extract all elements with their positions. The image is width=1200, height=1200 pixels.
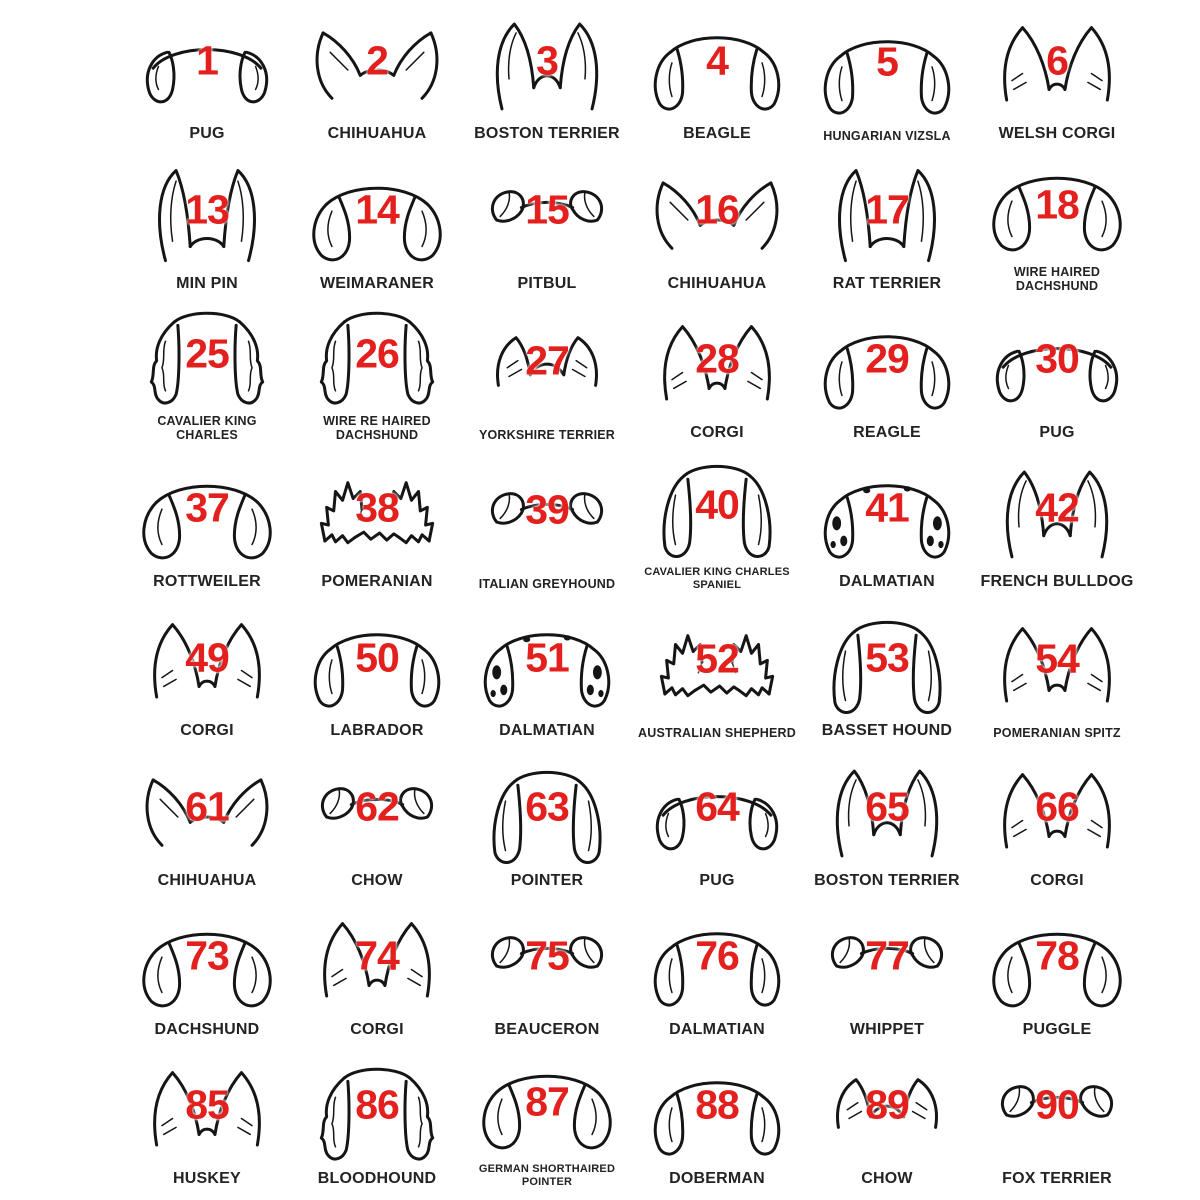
design-number-label: 62 [355, 783, 399, 830]
design-number-label: 18 [1035, 181, 1079, 228]
breed-name-label: PUG [699, 871, 735, 889]
ear-art [465, 5, 629, 123]
ear-design-item [462, 748, 632, 897]
design-number-label: 85 [185, 1081, 229, 1128]
design-number-label: 65 [865, 783, 909, 830]
design-number-label: 74 [355, 932, 399, 979]
breed-name-label: WIRE HAIRED DACHSHUND [1013, 264, 1101, 293]
ear-design-item [462, 1047, 632, 1196]
ear-art [465, 901, 629, 1019]
design-number-label: 28 [695, 335, 739, 382]
ear-design-item [632, 151, 802, 300]
ear-design-item [122, 1047, 292, 1196]
breed-name-label: AUSTRALIAN SHEPHERD [638, 726, 796, 741]
breed-name-label: DACHSHUND [154, 1020, 260, 1038]
design-number-label: 37 [185, 484, 229, 531]
design-number-label: 76 [695, 932, 739, 979]
ear-design-item [462, 2, 632, 151]
ear-art [635, 304, 799, 422]
ear-design-item [122, 450, 292, 599]
ear-art [125, 1050, 289, 1168]
breed-name-label: LABRADOR [330, 722, 424, 740]
design-number-label: 49 [185, 634, 229, 681]
ear-design-item [122, 748, 292, 897]
breed-name-label: CORGI [350, 1020, 404, 1038]
ear-art [805, 602, 969, 720]
design-number-label: 54 [1035, 635, 1079, 682]
ear-art [125, 5, 289, 123]
design-number-label: 16 [695, 186, 739, 233]
ear-design-item [632, 599, 802, 748]
ear-art [975, 602, 1139, 724]
breed-name-label: CHOW [351, 871, 403, 889]
ear-design-item [292, 151, 462, 300]
breed-name-label: DALMATIAN [669, 1020, 765, 1038]
design-number-label: 41 [865, 484, 909, 531]
breed-name-label: DALMATIAN [839, 573, 935, 591]
ear-design-item [972, 748, 1142, 897]
ear-art [125, 602, 289, 720]
breed-name-label: CHIHUAHUA [157, 871, 257, 889]
ear-art [805, 5, 969, 127]
ear-art [295, 304, 459, 412]
ear-art [125, 901, 289, 1019]
design-number-label: 90 [1035, 1081, 1079, 1128]
design-number-label: 2 [366, 37, 388, 84]
breed-name-label: PUGGLE [1022, 1020, 1092, 1038]
ear-design-item [632, 748, 802, 897]
ear-art [805, 304, 969, 422]
breed-name-label: CORGI [1030, 871, 1084, 889]
ear-art [975, 1050, 1139, 1168]
ear-art [635, 901, 799, 1019]
dog-ear-reference-grid [122, 2, 1142, 1196]
ear-art [975, 154, 1139, 262]
ear-art [295, 154, 459, 272]
ear-design-item [802, 301, 972, 450]
ear-design-item [802, 450, 972, 599]
ear-art [635, 154, 799, 272]
ear-art [975, 751, 1139, 869]
ear-design-item [122, 898, 292, 1047]
design-number-label: 29 [865, 335, 909, 382]
ear-design-item [122, 301, 292, 450]
design-number-label: 64 [695, 783, 739, 830]
ear-art [295, 901, 459, 1019]
ear-art [295, 602, 459, 720]
ear-art [805, 901, 969, 1019]
ear-design-item [972, 301, 1142, 450]
ear-art [975, 5, 1139, 123]
breed-name-label: WHIPPET [849, 1020, 925, 1038]
ear-design-item [292, 898, 462, 1047]
breed-name-label: GERMAN SHORTHAIRED POINTER [478, 1163, 616, 1188]
ear-art [465, 304, 629, 426]
design-number-label: 5 [876, 38, 898, 85]
ear-art [125, 154, 289, 272]
ear-design-item [972, 599, 1142, 748]
ear-art [465, 602, 629, 720]
design-number-label: 89 [865, 1081, 909, 1128]
design-number-label: 14 [355, 186, 399, 233]
ear-art [635, 751, 799, 869]
breed-name-label: BEAUCERON [494, 1020, 600, 1038]
ear-art [465, 154, 629, 272]
design-number-label: 75 [525, 932, 569, 979]
ear-design-item [462, 151, 632, 300]
ear-art [465, 1050, 629, 1162]
breed-name-label: POMERANIAN [321, 573, 433, 591]
design-number-label: 4 [706, 37, 728, 84]
design-number-label: 6 [1046, 37, 1068, 84]
ear-design-item [632, 301, 802, 450]
breed-name-label: PITBUL [517, 274, 577, 292]
ear-design-item [632, 1047, 802, 1196]
ear-design-item [292, 301, 462, 450]
breed-name-label: RAT TERRIER [832, 274, 942, 292]
design-number-label: 27 [525, 337, 569, 384]
breed-name-label: CORGI [690, 423, 744, 441]
breed-name-label: WEIMARANER [320, 274, 434, 292]
design-number-label: 78 [1035, 932, 1079, 979]
ear-design-item [802, 2, 972, 151]
ear-design-item [122, 2, 292, 151]
breed-name-label: WELSH CORGI [998, 125, 1116, 143]
ear-design-item [972, 151, 1142, 300]
breed-name-label: MIN PIN [176, 274, 238, 292]
ear-design-item [292, 1047, 462, 1196]
ear-design-item [122, 599, 292, 748]
ear-design-item [122, 151, 292, 300]
breed-name-label: BASSET HOUND [821, 722, 953, 740]
ear-design-item [292, 748, 462, 897]
breed-name-label: DALMATIAN [499, 722, 595, 740]
ear-design-item [462, 301, 632, 450]
ear-art [635, 602, 799, 724]
ear-art [295, 453, 459, 571]
ear-design-item [462, 599, 632, 748]
ear-design-item [462, 898, 632, 1047]
breed-name-label: POMERANIAN SPITZ [993, 726, 1121, 741]
design-number-label: 61 [185, 783, 229, 830]
design-number-label: 87 [525, 1078, 569, 1125]
ear-art [975, 304, 1139, 422]
ear-art [635, 5, 799, 123]
design-number-label: 17 [865, 186, 909, 233]
ear-art [805, 751, 969, 869]
breed-name-label: CHIHUAHUA [667, 274, 767, 292]
ear-design-item [802, 898, 972, 1047]
ear-art [635, 1050, 799, 1168]
breed-name-label: REAGLE [853, 423, 921, 441]
ear-design-item [972, 898, 1142, 1047]
breed-name-label: ITALIAN GREYHOUND [478, 577, 616, 591]
design-number-label: 52 [695, 635, 739, 682]
design-number-label: 63 [525, 783, 569, 830]
breed-name-label: ROTTWEILER [153, 573, 261, 591]
design-number-label: 26 [355, 330, 399, 377]
design-number-label: 53 [865, 634, 909, 681]
design-number-label: 88 [695, 1081, 739, 1128]
ear-art [125, 304, 289, 412]
breed-name-label: BOSTON TERRIER [474, 125, 620, 143]
ear-art [465, 751, 629, 869]
breed-name-label: PUG [189, 125, 225, 143]
breed-name-label: PUG [1039, 423, 1075, 441]
ear-design-item [632, 2, 802, 151]
design-number-label: 73 [185, 932, 229, 979]
breed-name-label: FOX TERRIER [1002, 1170, 1112, 1188]
design-number-label: 40 [695, 481, 739, 528]
breed-name-label: CAVALIER KING CHARLES SPANIEL [644, 566, 790, 591]
ear-design-item [292, 450, 462, 599]
breed-name-label: BOSTON TERRIER [814, 871, 960, 889]
ear-design-item [462, 450, 632, 599]
design-number-label: 50 [355, 634, 399, 681]
design-number-label: 77 [865, 932, 909, 979]
breed-name-label: DOBERMAN [669, 1170, 765, 1188]
breed-name-label: HUNGARIAN VIZSLA [823, 129, 951, 144]
breed-name-label: BEAGLE [683, 125, 751, 143]
breed-name-label: HUSKEY [173, 1170, 241, 1188]
design-number-label: 1 [196, 37, 218, 84]
ear-design-item [632, 450, 802, 599]
breed-name-label: YORKSHIRE TERRIER [478, 427, 616, 442]
ear-design-item [802, 151, 972, 300]
ear-design-item [802, 1047, 972, 1196]
design-number-label: 3 [536, 37, 558, 84]
ear-art [125, 751, 289, 869]
ear-art [125, 453, 289, 571]
design-number-label: 13 [185, 186, 229, 233]
ear-design-item [972, 2, 1142, 151]
ear-design-item [972, 1047, 1142, 1196]
ear-art [295, 1050, 459, 1168]
ear-art [465, 453, 629, 575]
design-number-label: 86 [355, 1081, 399, 1128]
design-number-label: 42 [1035, 484, 1079, 531]
design-number-label: 25 [185, 330, 229, 377]
ear-art [805, 453, 969, 571]
breed-name-label: CORGI [180, 722, 234, 740]
breed-name-label: WIRE RE HAIRED DACHSHUND [323, 413, 431, 442]
ear-art [975, 901, 1139, 1019]
design-number-label: 38 [355, 484, 399, 531]
ear-design-item [632, 898, 802, 1047]
breed-name-label: POINTER [510, 871, 584, 889]
design-number-label: 51 [525, 634, 569, 681]
ear-design-item [292, 2, 462, 151]
breed-name-label: CAVALIER KING CHARLES [157, 413, 257, 442]
ear-art [295, 751, 459, 869]
design-number-label: 39 [525, 486, 569, 533]
breed-name-label: CHOW [861, 1170, 913, 1188]
ear-design-item [802, 599, 972, 748]
ear-design-item [802, 748, 972, 897]
design-number-label: 66 [1035, 783, 1079, 830]
ear-art [805, 154, 969, 272]
design-number-label: 30 [1035, 335, 1079, 382]
ear-design-item [292, 599, 462, 748]
breed-name-label: FRENCH BULLDOG [980, 573, 1134, 591]
ear-art [805, 1050, 969, 1168]
ear-design-item [972, 450, 1142, 599]
ear-art [975, 453, 1139, 571]
breed-name-label: BLOODHOUND [317, 1170, 437, 1188]
design-number-label: 15 [525, 186, 569, 233]
ear-art [295, 5, 459, 123]
ear-art [635, 453, 799, 565]
breed-name-label: CHIHUAHUA [327, 125, 427, 143]
